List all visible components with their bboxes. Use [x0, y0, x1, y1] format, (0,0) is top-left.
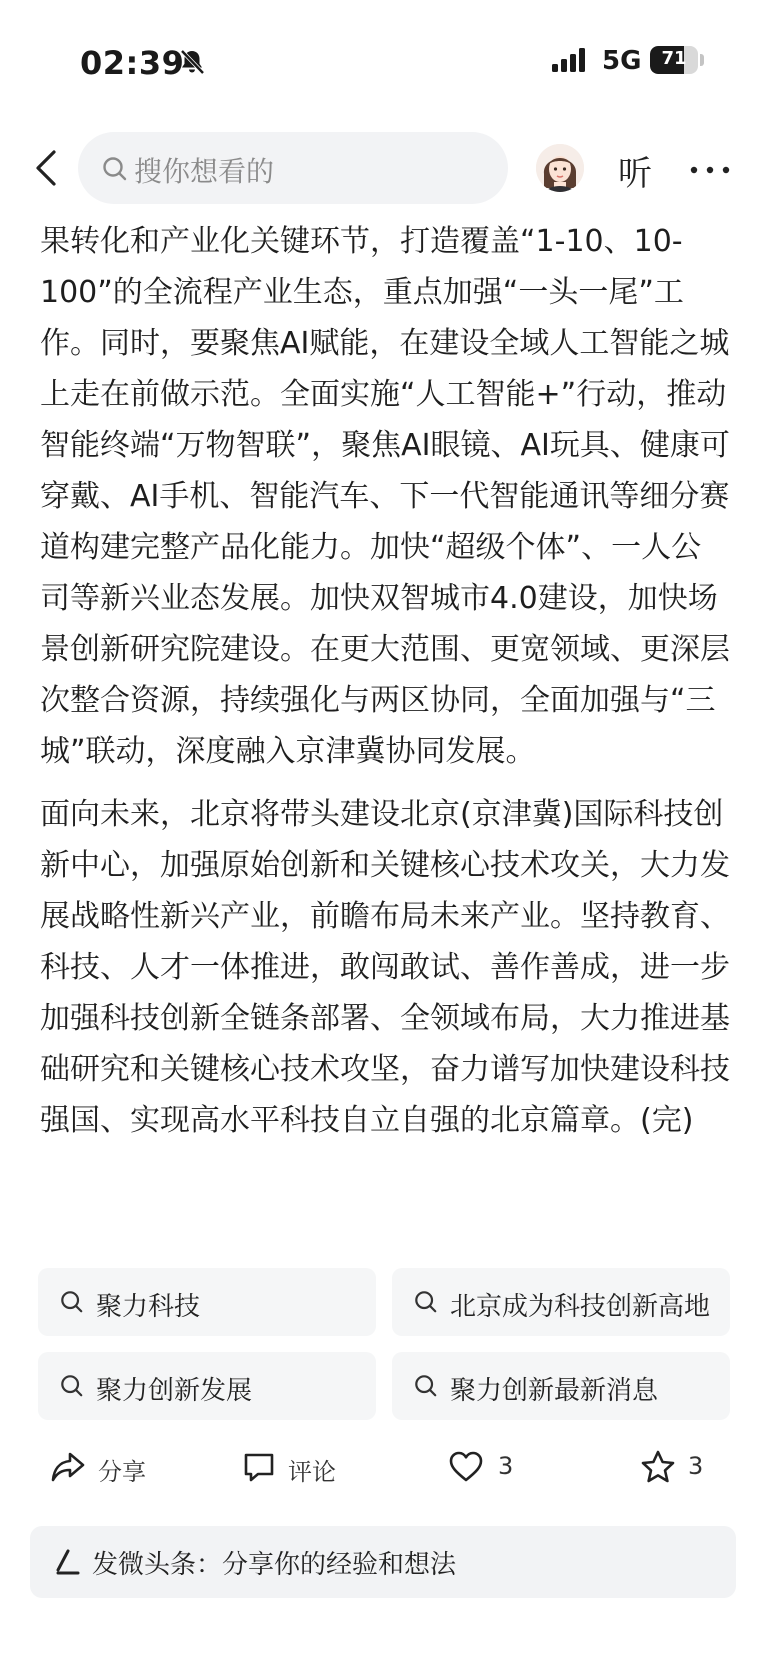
search-icon — [414, 1290, 438, 1314]
related-search-label: 聚力科技 — [96, 1292, 201, 1322]
share-icon — [50, 1450, 86, 1484]
avatar[interactable] — [536, 144, 584, 192]
search-icon — [414, 1374, 438, 1398]
back-button[interactable] — [28, 146, 68, 190]
comment-label: 评论 — [288, 1458, 336, 1486]
related-search-label: 聚力创新发展 — [96, 1376, 253, 1406]
share-button[interactable] — [50, 1448, 190, 1490]
status-time: 02:39 — [80, 44, 185, 82]
battery-percent: 71 — [661, 48, 687, 69]
like-button[interactable] — [448, 1448, 538, 1490]
favorite-button[interactable] — [640, 1448, 730, 1490]
like-count: 3 — [498, 1452, 514, 1480]
listen-button[interactable]: 听 — [618, 154, 652, 194]
heart-icon — [448, 1450, 484, 1484]
pen-icon — [52, 1548, 80, 1576]
network-type: 5G — [602, 46, 642, 76]
related-search-chip[interactable] — [38, 1352, 376, 1420]
search-icon — [60, 1290, 84, 1314]
composer-label: 发微头条：分享你的经验和想法 — [92, 1550, 457, 1580]
signal-icon — [552, 48, 588, 72]
star-icon — [640, 1450, 676, 1484]
status-bar — [0, 0, 768, 120]
related-search-chip[interactable] — [392, 1352, 730, 1420]
avatar-face-icon — [536, 144, 584, 192]
share-label: 分享 — [98, 1458, 146, 1486]
search-icon — [60, 1374, 84, 1398]
battery-icon — [650, 46, 698, 74]
favorite-count: 3 — [688, 1452, 704, 1480]
article-paragraph: 果转化和产业化关键环节，打造覆盖“1-10、10-100”的全流程产业生态，重点加强“一头一尾”工作。同时，要聚焦AI赋能，在建设全域人工智能之城上走在前做示范。全面实施“人工智能+”行动，推动智能终端“万物智联”，聚焦AI眼镜、AI玩具、健康可穿戴、AI手机、智能汽车、下一代智能通讯等细分赛道构建完整产品化能力。加快“超级个体”、一人公司等新兴业态发展。加快双智城市4.0建设，加快场景创新研究院建设。在更大范围、更宽领域、更深层次整合资源，持续强化与两区协同，全面加强与“三城”联动，深度融入京津冀协同发展。 — [40, 224, 730, 769]
search-input[interactable] — [78, 132, 508, 204]
comment-button[interactable] — [242, 1448, 382, 1490]
related-search-label: 北京成为科技创新高地 — [450, 1292, 711, 1322]
search-icon — [102, 156, 128, 182]
more-dots-icon[interactable] — [690, 166, 730, 174]
battery-cap — [700, 54, 704, 66]
comment-icon — [242, 1450, 276, 1484]
search-placeholder: 搜你想看的 — [134, 155, 275, 188]
post-composer[interactable] — [30, 1526, 736, 1598]
article-paragraph: 面向未来，北京将带头建设北京(京津冀)国际科技创新中心，加强原始创新和关键核心技术攻关，大力发展战略性新兴产业，前瞻布局未来产业。坚持教育、科技、人才一体推进，敢闯敢试、善作善成，进一步加强科技创新全链条部署、全领域布局，大力推进基础研究和关键核心技术攻坚，奋力谱写加快建设科技强国、实现高水平科技自立自强的北京篇章。(完) — [40, 797, 730, 1138]
related-search-chip[interactable] — [38, 1268, 376, 1336]
bell-slash-icon — [178, 48, 206, 76]
related-search-label: 聚力创新最新消息 — [450, 1376, 659, 1406]
related-search-chip[interactable] — [392, 1268, 730, 1336]
article-body — [40, 216, 730, 1158]
